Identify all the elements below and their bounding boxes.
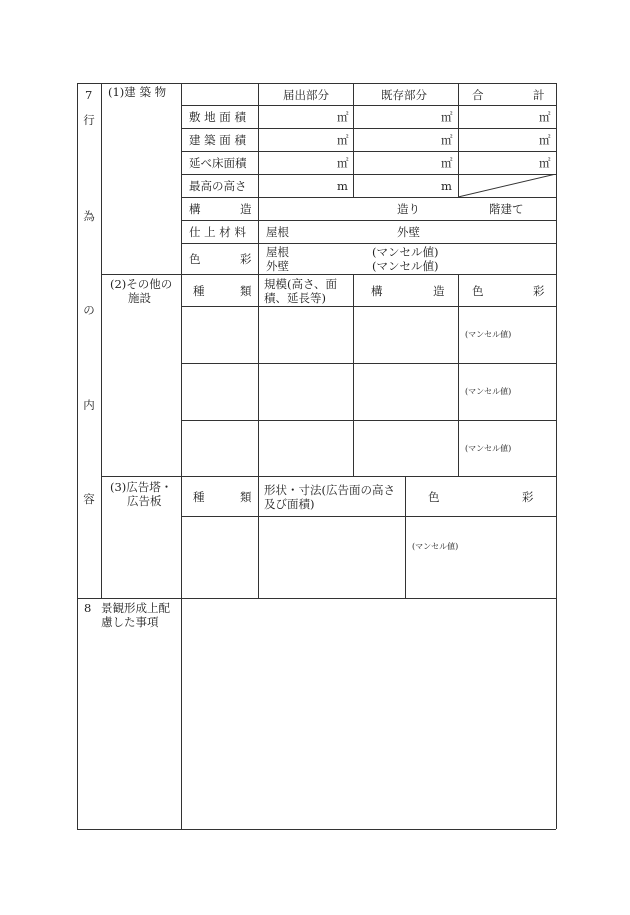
- facility-label-line2: 施設: [128, 291, 151, 305]
- signboard-label-line1: (3)広告塔・: [110, 480, 173, 494]
- color-wall: 外壁: [266, 259, 289, 273]
- finish-roof: 屋根: [266, 225, 289, 239]
- header-notified: 届出部分: [283, 88, 329, 102]
- color-roof: 屋根: [266, 245, 289, 259]
- row-building-area-unit3: ㎡: [539, 133, 551, 147]
- header-total-a: 合: [472, 88, 484, 102]
- facility-header-kind-a: 種: [193, 284, 205, 298]
- row-max-height-label: 最高の高さ: [189, 179, 247, 193]
- section8-number: 8: [84, 601, 92, 615]
- section8-label-line1: 景観形成上配: [101, 601, 170, 615]
- facility-label-line1: (2)その他の: [110, 277, 173, 291]
- row-max-height-unit2: m: [441, 179, 452, 193]
- building-label: (1)建 築 物: [108, 85, 167, 99]
- row-floor-area-unit2: ㎡: [441, 156, 453, 170]
- section7-char-5: 容: [83, 492, 95, 506]
- structure-value-1: 造り: [397, 202, 420, 216]
- facility-header-color-a: 色: [472, 284, 484, 298]
- color-munsell-wall: (マンセル値): [372, 259, 439, 273]
- section7-char-4: 内: [83, 398, 95, 412]
- signboard-header-shape: 形状・寸法(広告面の高さ及び面積): [264, 483, 395, 511]
- structure-value-2: 階建て: [489, 202, 524, 216]
- finish-label: 仕 上 材 料: [189, 225, 246, 239]
- row-building-area-label: 建 築 面 積: [189, 133, 246, 147]
- facility-header-struct-b: 造: [433, 284, 445, 298]
- signboard-header-kind-b: 類: [240, 490, 252, 504]
- facility-munsell-2: (マンセル値): [465, 387, 512, 396]
- section7-number: 7: [85, 88, 93, 102]
- diagonal-slash: [458, 174, 556, 197]
- row-site-area-unit1: ㎡: [337, 110, 349, 124]
- header-total-b: 計: [533, 88, 545, 102]
- section7-char-3: の: [83, 303, 95, 317]
- facility-header-scale: 規模(高さ、面積、延長等): [264, 277, 338, 305]
- facility-header-kind-b: 類: [240, 284, 252, 298]
- row-site-area-label: 敷 地 面 積: [189, 110, 246, 124]
- structure-label-a: 構: [189, 202, 201, 216]
- signboard-label-line2: 広告板: [127, 494, 162, 508]
- row-site-area-unit2: ㎡: [441, 110, 453, 124]
- header-existing: 既存部分: [381, 88, 427, 102]
- signboard-munsell: (マンセル値): [412, 542, 459, 551]
- row-floor-area-label: 延べ床面積: [189, 156, 247, 170]
- section7-char-1: 行: [83, 113, 95, 127]
- row-floor-area-unit1: ㎡: [337, 156, 349, 170]
- signboard-header-color-a: 色: [428, 490, 440, 504]
- section8-content-area[interactable]: [182, 599, 555, 828]
- color-munsell-roof: (マンセル値): [372, 245, 439, 259]
- finish-wall: 外壁: [397, 225, 420, 239]
- section8-label-line2: 慮した事項: [101, 615, 159, 629]
- row-max-height-unit1: m: [337, 179, 348, 193]
- facility-munsell-3: (マンセル値): [465, 444, 512, 453]
- row-site-area-unit3: ㎡: [539, 110, 551, 124]
- facility-header-color-b: 彩: [533, 284, 545, 298]
- structure-label-b: 造: [240, 202, 252, 216]
- facility-header-struct-a: 構: [371, 284, 383, 298]
- row-building-area-unit2: ㎡: [441, 133, 453, 147]
- facility-munsell-1: (マンセル値): [465, 330, 512, 339]
- row-building-area-unit1: ㎡: [337, 133, 349, 147]
- color-label-a: 色: [189, 252, 201, 266]
- row-floor-area-unit3: ㎡: [539, 156, 551, 170]
- signboard-header-color-b: 彩: [522, 490, 534, 504]
- section7-char-2: 為: [83, 209, 95, 223]
- signboard-header-kind-a: 種: [193, 490, 205, 504]
- color-label-b: 彩: [240, 252, 252, 266]
